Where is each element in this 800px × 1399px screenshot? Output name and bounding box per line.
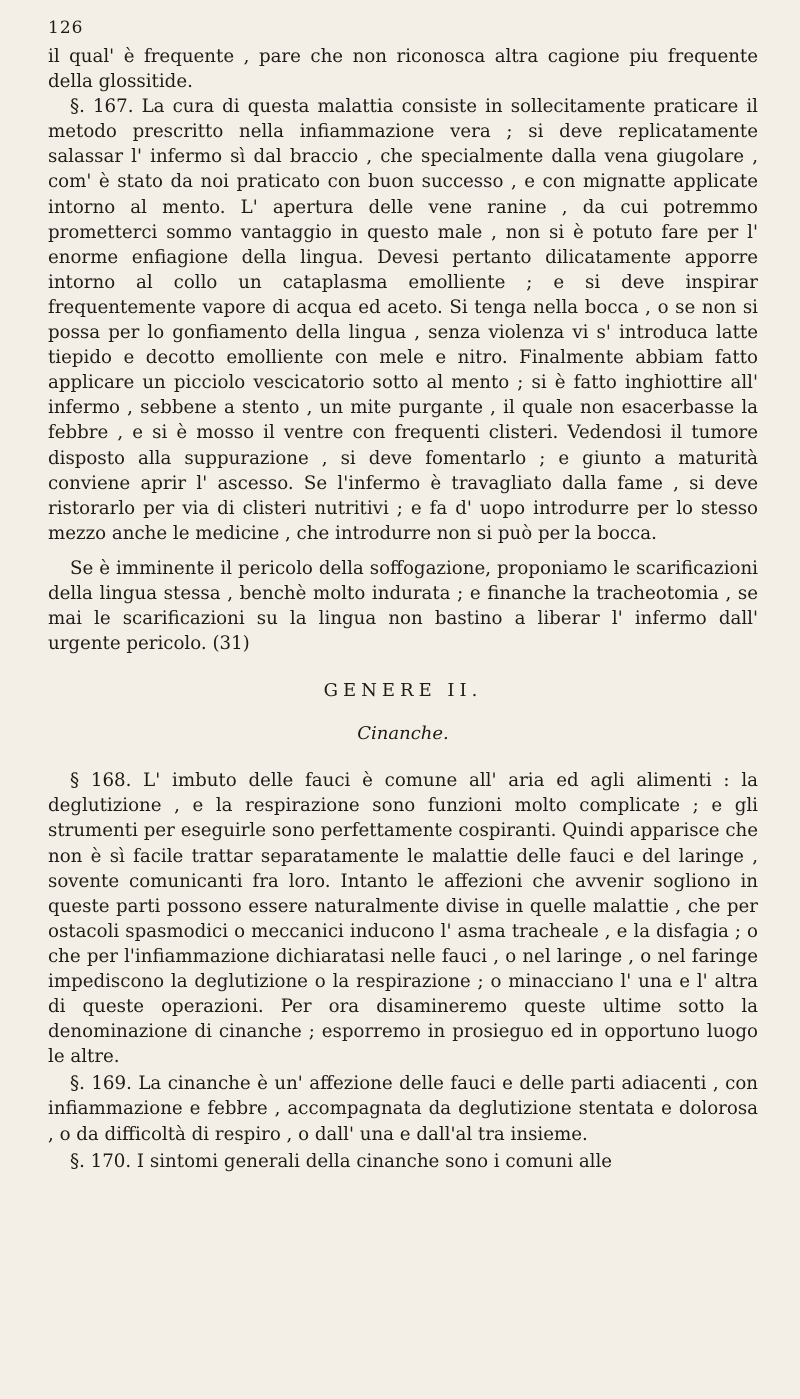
paragraph-continuation: il qual' è frequente , pare che non riconosca altra cagione piu frequente della glossitide. — [48, 46, 758, 93]
paragraph-167b: Se è imminente il pericolo della soffogazione, proponiamo le scarificazioni della lingua stessa , benchè molto indurata ; e finanche la tracheotomia , se mai le scarificazioni su la lingua non bastino a liberar l' infermo dall' urgente pericolo. (31) — [48, 557, 758, 655]
section-heading-genere: GENERE II. — [323, 680, 483, 702]
page-number: 126 — [48, 18, 84, 38]
text-block-top — [48, 44, 758, 656]
section-heading-cinanche: Cinanche. — [357, 723, 449, 745]
paragraph-167: §. 167. La cura di questa malattia consiste in sollecitamente praticare il metodo prescritto nella infiammazione vera ; si deve replicatamente salassar l' infermo sì dal braccio , che specialmente dalla vena giugolare , com' è stato da noi praticato con buon successo , e con mignatte applicate intorno al mento. L' apertura delle vene ranine , da cui potremmo prometterci sommo vantaggio in questo male , non si è potuto fare per l' enorme enfiagione della lingua. Devesi pertanto dilicatamente apporre intorno al collo un cataplasma emolliente ; e si deve inspirar frequentemente vapore di acqua ed aceto. Si tenga nella bocca , o se non si possa per lo gonfiamento della lingua , senza violenza vi s' introduca latte tiepido e decotto emolliente con mele e nitro. Finalmente abbiam fatto applicare un picciolo vescicatorio sotto al mento ; si è fatto inghiottire all' infermo , sebbene a stento , un mite purgante , il quale non esacerbasse la febbre , e si è mosso il ventre con frequenti clisteri. Vedendosi il tumore disposto alla suppurazione , si deve fomentarlo ; e giunto a maturità conviene aprir l' ascesso. Se l'infermo è travagliato dalla fame , si deve ristorarlo per via di clisteri nutritivi ; e fa d' uopo introdurre per lo stesso mezzo anche le medicine , che introdurre non si può per la bocca. — [48, 96, 758, 544]
paragraph-170: §. 170. I sintomi generali della cinanche sono i comuni alle — [70, 1150, 613, 1172]
text-block-bottom — [48, 768, 758, 1174]
paragraph-168: § 168. L' imbuto delle fauci è comune all' aria ed agli alimenti : la deglutizione , e la respirazione sono funzioni molto complicate ; e gli strumenti per eseguirle sono perfettamente cospiranti. Quindi apparisce che non è sì facile trattar separatamente le malattie delle fauci e del laringe , sovente comunicanti fra loro. Intanto le affezioni che avvenir sogliono in queste parti possono essere naturalmente divise in quelle malattie , che per ostacoli spasmodici o meccanici inducono l' asma tracheale , e la disfagia ; o che per l'infiammazione dichiaratasi nelle fauci , o nel laringe , o nel faringe impediscono la deglutizione o la respirazione ; o minacciano l' una e l' altra di queste operazioni. Per ora disamineremo queste ultime sotto la denominazione di cinanche ; esporremo in prosieguo ed in opportuno luogo le altre. — [48, 770, 758, 1068]
paragraph-169: §. 169. La cinanche è un' affezione delle fauci e delle parti adiacenti , con infiammazione e febbre , accompagnata da deglutizione stentata e dolorosa , o da difficoltà di respiro , o dall' una e dall'al tra insieme. — [48, 1073, 758, 1145]
